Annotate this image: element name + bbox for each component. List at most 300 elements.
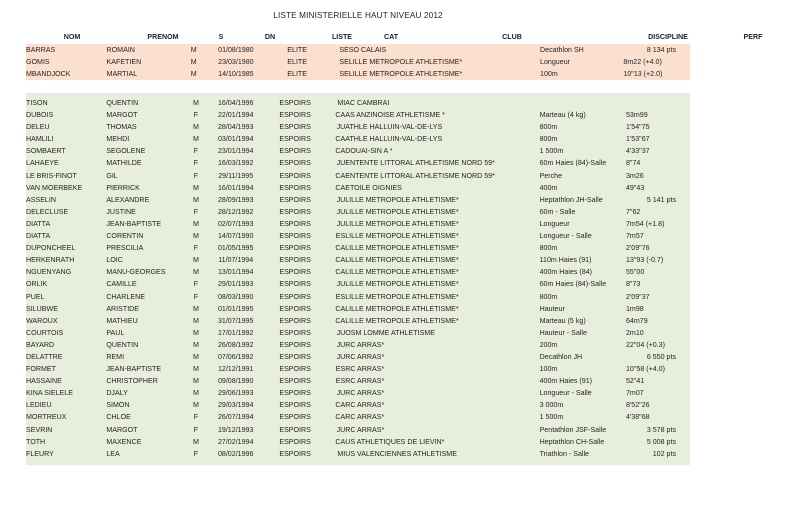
cell-liste: ESPOIRS [279, 389, 311, 398]
table-row [26, 133, 690, 145]
cell-s: M [192, 340, 199, 349]
cell-s: F [193, 207, 199, 216]
cell-s: F [193, 147, 199, 156]
cell-liste: ESPOIRS [279, 365, 311, 374]
cell-prenom: MAXENCE [106, 437, 142, 446]
cell-s: M [192, 135, 199, 144]
cell-liste: ESPOIRS [279, 304, 311, 313]
cell-s: M [192, 389, 199, 398]
cell-dn: 01/05/1995 [217, 244, 254, 253]
cell-cat: ES [335, 292, 346, 301]
cell-discipline: Triathlon - Salle [539, 449, 589, 458]
cell-perf: 8"73 [625, 280, 641, 289]
cell-club: RC ARRAS* [345, 352, 385, 361]
cell-cat: MI [337, 99, 346, 107]
cell-club: RC ARRAS* [345, 365, 385, 374]
cell-dn: 29/06/1993 [217, 389, 254, 398]
cell-prenom: LOIC [106, 256, 123, 265]
cell-liste: ESPOIRS [279, 219, 311, 228]
cell-club: RC ARRAS* [345, 389, 385, 398]
cell-discipline [540, 97, 626, 109]
cell-nom: HAMLILI [26, 135, 54, 144]
cell-s: F [193, 449, 199, 458]
table-row [26, 424, 690, 436]
cell-club: LILLE METROPOLE ATHLETISME* [345, 244, 459, 253]
cell-cat: ES [335, 377, 346, 386]
cell-prenom: DJALY [106, 389, 128, 398]
cell-cat: CA [335, 183, 346, 192]
cell-cat: CA [335, 437, 346, 446]
cell-club: LILLE METROPOLE ATHLETISME* [345, 292, 459, 301]
cell-s: F [193, 111, 199, 120]
cell-s: M [192, 99, 199, 107]
cell-perf: 5 141 pts [646, 195, 676, 204]
cell-discipline: Pentathlon JSF-Salle [539, 425, 607, 434]
table-row [26, 242, 690, 254]
cell-nom: DUBOIS [26, 111, 54, 120]
cell-prenom: ROMAIN [106, 46, 135, 54]
cell-liste: ESPOIRS [279, 437, 311, 446]
cell-liste: ESPOIRS [279, 449, 311, 458]
column-header-prenom: PRENOM [147, 33, 179, 41]
cell-prenom: CAMILLE [106, 280, 137, 289]
column-header-perf: PERF [743, 33, 763, 41]
cell-s: M [192, 352, 199, 361]
cell-discipline: Heptathlon JH-Salle [539, 195, 603, 204]
cell-s: M [192, 304, 199, 313]
cell-dn: 14/10/1985 [218, 70, 254, 79]
cell-cat: JU [336, 159, 346, 168]
cell-liste: ESPOIRS [279, 268, 311, 277]
cell-prenom: PRESCILIA [106, 244, 144, 253]
cell-prenom: GIL [106, 171, 118, 180]
cell-liste: ESPOIRS [279, 377, 311, 386]
cell-dn: 19/12/1993 [217, 425, 254, 434]
cell-club: LILLE METROPOLE ATHLETISME* [345, 280, 459, 289]
cell-dn: 02/07/1993 [217, 219, 254, 228]
cell-nom: DELEU [26, 123, 50, 132]
cell-nom: SEVRIN [26, 425, 53, 434]
cell-nom: TISON [26, 99, 48, 107]
cell-perf: 52"41 [625, 377, 645, 386]
cell-dn: 16/01/1994 [217, 183, 254, 192]
cell-s: M [190, 70, 197, 79]
cell-liste: ESPOIRS [279, 316, 311, 325]
cell-s: F [193, 413, 199, 422]
cell-club: DOUAI-SIN A * [345, 147, 393, 156]
cell-dn: 27/02/1994 [217, 437, 254, 446]
table-row [26, 266, 690, 278]
cell-perf: 5 008 pts [646, 437, 676, 446]
cell-perf: 2'09"76 [625, 244, 650, 253]
elite-section [26, 44, 690, 80]
cell-s: M [190, 46, 197, 54]
cell-dn: 28/12/1992 [217, 207, 254, 216]
cell-s: M [192, 377, 199, 386]
cell-club: AC CAMBRAI [345, 99, 390, 107]
table-row [26, 291, 690, 303]
cell-prenom: SEGOLENE [106, 147, 146, 156]
cell-s: M [192, 123, 199, 132]
cell-club: LILLE METROPOLE ATHLETISME* [345, 219, 459, 228]
column-header-s: S [218, 33, 224, 41]
cell-liste: ESPOIRS [279, 171, 311, 180]
cell-dn: 08/03/1990 [217, 292, 254, 301]
cell-prenom: SIMON [106, 401, 130, 410]
cell-discipline: 800m [539, 292, 558, 301]
cell-s: F [193, 244, 199, 253]
cell-prenom: MANU-GEORGES [106, 268, 166, 277]
cell-liste: ESPOIRS [279, 195, 311, 204]
cell-s: M [192, 437, 199, 446]
cell-club: LILLE METROPOLE ATHLETISME* [345, 207, 459, 216]
cell-perf: 102 pts [652, 449, 676, 458]
cell-nom: HASSAINE [26, 377, 62, 386]
cell-nom: TOTH [26, 437, 46, 446]
cell-perf: 1'53"67 [625, 135, 650, 144]
cell-club: LILLE METROPOLE ATHLETISME* [348, 70, 463, 79]
cell-cat: JU [336, 352, 346, 361]
cell-cat: JU [336, 219, 346, 228]
cell-cat: MI [337, 449, 346, 458]
cell-nom: DUPONCHEEL [26, 244, 76, 253]
cell-discipline: 100m [540, 70, 558, 79]
cell-discipline: 60m Haies (84)-Salle [539, 280, 607, 289]
cell-dn: 14/07/1990 [217, 232, 254, 241]
cell-liste: ESPOIRS [279, 244, 311, 253]
table-row [26, 97, 690, 109]
cell-cat: CA [335, 111, 346, 120]
cell-cat: JU [336, 340, 346, 349]
cell-club: AS ANZINOISE ATHLETISME * [345, 111, 445, 120]
table-row [26, 109, 690, 121]
cell-cat: JU [336, 280, 346, 289]
table-row [26, 44, 690, 56]
cell-perf: 8 134 pts [646, 46, 676, 54]
cell-discipline: 1 500m [539, 413, 564, 422]
cell-discipline: 1 500m [539, 147, 564, 156]
table-row [26, 339, 690, 351]
cell-perf: 22"04 (+0.3) [625, 340, 665, 349]
cell-s: F [193, 171, 199, 180]
cell-dn: 11/07/1994 [218, 256, 254, 265]
table-row [26, 399, 690, 411]
cell-discipline: 800m [539, 123, 558, 132]
cell-club: OSM LOMME ATHLETISME [345, 328, 435, 337]
cell-cat: ES [335, 365, 346, 374]
cell-dn: 29/01/1993 [217, 280, 254, 289]
cell-club: LILLE METROPOLE ATHLETISME* [345, 316, 459, 325]
cell-perf: 64m79 [625, 316, 648, 325]
cell-nom: ORLIK [26, 280, 48, 289]
header-row [26, 32, 790, 43]
cell-prenom: KAFETIEN [106, 58, 142, 67]
cell-liste: ESPOIRS [279, 183, 311, 192]
page-title: LISTE MINISTERIELLE HAUT NIVEAU 2012 [273, 11, 443, 20]
cell-cat: CA [335, 256, 346, 265]
cell-dn: 01/08/1980 [218, 46, 254, 54]
cell-nom: LEDIEU [26, 401, 52, 410]
cell-s: M [192, 328, 199, 337]
cell-prenom: MARTIAL [106, 70, 138, 79]
cell-dn: 08/02/1996 [217, 449, 254, 458]
cell-discipline: Hauteur [539, 304, 565, 313]
cell-club: LILLE METROPOLE ATHLETISME* [345, 256, 459, 265]
cell-prenom: JUSTINE [106, 207, 136, 216]
column-header-club: CLUB [502, 33, 522, 41]
cell-discipline: Longueur [539, 219, 570, 228]
cell-perf: 7m54 (+1.8) [625, 219, 665, 228]
table-row [26, 303, 690, 315]
cell-prenom: MARGOT [106, 111, 138, 120]
cell-perf: 4'38"68 [625, 413, 650, 422]
cell-prenom: CHARLENE [106, 292, 145, 301]
cell-nom: LE BRIS-FINOT [26, 171, 77, 180]
cell-discipline: 3 000m [539, 401, 564, 410]
cell-liste: ESPOIRS [279, 328, 311, 337]
cell-liste: ESPOIRS [279, 135, 311, 144]
cell-nom: DELECLUSE [26, 207, 69, 216]
cell-cat: CA [335, 244, 346, 253]
cell-perf: 13"93 (-0.7) [625, 256, 664, 265]
cell-club: LILLE METROPOLE ATHLETISME* [345, 268, 459, 277]
cell-discipline: 400m Haies (91) [539, 377, 593, 386]
cell-dn: 16/03/1992 [217, 159, 254, 168]
cell-dn: 26/08/1992 [217, 340, 254, 349]
cell-cat: CA [335, 268, 346, 277]
cell-liste: ESPOIRS [279, 147, 311, 156]
cell-perf: 8m22 (+4.0) [623, 58, 662, 67]
cell-club: LILLE METROPOLE ATHLETISME* [345, 195, 459, 204]
cell-dn: 28/04/1993 [217, 123, 254, 132]
cell-nom: BARRAS [26, 46, 56, 54]
cell-dn: 23/03/1980 [218, 58, 254, 67]
cell-prenom: QUENTIN [106, 340, 139, 349]
cell-discipline: Longueur [540, 58, 571, 67]
table-row [26, 68, 690, 80]
cell-perf: 8"74 [625, 159, 641, 168]
cell-discipline: Hauteur - Salle [539, 328, 587, 337]
cell-s: M [192, 316, 199, 325]
cell-prenom: CHRISTOPHER [106, 377, 158, 386]
table-row [26, 278, 690, 290]
table-row [26, 351, 690, 363]
cell-dn: 17/01/1992 [217, 328, 254, 337]
cell-prenom: MATHILDE [106, 159, 142, 168]
cell-cat: JU [336, 195, 346, 204]
cell-nom: DIATTA [26, 232, 51, 241]
table-row [26, 411, 690, 423]
table-row [26, 194, 690, 206]
cell-prenom: CHLOE [106, 413, 131, 422]
cell-perf: 1m98 [625, 304, 644, 313]
cell-perf: 6 550 pts [646, 352, 676, 361]
table-row [26, 363, 690, 375]
cell-discipline: Marteau (4 kg) [539, 111, 586, 120]
cell-club: ENTENTE LITTORAL ATHLETISME NORD 59* [345, 159, 495, 168]
cell-nom: FLEURY [26, 449, 54, 458]
table-row [26, 327, 690, 339]
cell-perf: 3m26 [625, 171, 644, 180]
cell-prenom: QUENTIN [106, 99, 139, 107]
cell-prenom: PIERRICK [106, 183, 140, 192]
table-row [26, 206, 690, 218]
table-row [26, 230, 690, 242]
cell-nom: LAHAEYE [26, 159, 59, 168]
cell-nom: SILUBWE [26, 304, 58, 313]
column-header-dn: DN [264, 33, 276, 41]
column-header-cat: CAT [383, 33, 399, 41]
cell-discipline: 800m [539, 244, 558, 253]
cell-nom: VAN MOERBEKE [26, 183, 83, 192]
cell-dn: 13/01/1994 [217, 268, 254, 277]
cell-s: M [192, 183, 199, 192]
cell-dn: 01/01/1995 [217, 304, 254, 313]
cell-club: ETOILE OIGNIES [345, 183, 402, 192]
cell-liste: ESPOIRS [279, 99, 311, 107]
table-row [26, 182, 690, 194]
cell-club: LILLE METROPOLE ATHLETISME* [345, 304, 459, 313]
cell-perf: 10"58 (+4.0) [625, 365, 665, 374]
cell-perf: 2'09"37 [625, 292, 650, 301]
cell-dn: 07/06/1992 [217, 352, 254, 361]
cell-cat: SE [339, 46, 349, 54]
cell-discipline: Longueur - Salle [539, 232, 592, 241]
cell-cat: CA [335, 316, 346, 325]
cell-perf: 1'54"75 [625, 123, 650, 132]
cell-cat: JU [336, 328, 346, 337]
cell-cat: CA [335, 135, 346, 144]
cell-nom: DELATTRE [26, 352, 63, 361]
cell-perf: 53m99 [625, 111, 648, 120]
cell-club: US ATHLETIQUES DE LIEVIN* [345, 437, 445, 446]
cell-dn: 09/08/1990 [217, 377, 254, 386]
cell-club: ATHLE HALLUIN-VAL-DE-LYS [345, 123, 443, 132]
cell-club: RC ARRAS* [345, 413, 385, 422]
cell-cat: SE [339, 58, 349, 67]
cell-discipline: Longueur - Salle [539, 389, 592, 398]
cell-s: F [193, 425, 199, 434]
cell-dn: 23/01/1994 [217, 147, 254, 156]
cell-cat: CA [335, 401, 346, 410]
cell-s: M [192, 365, 199, 374]
cell-cat: CA [335, 147, 346, 156]
table-row [26, 436, 690, 448]
cell-prenom: MEHDI [106, 135, 130, 144]
table-row [26, 145, 690, 157]
table-row [26, 157, 690, 169]
cell-liste: ESPOIRS [279, 352, 311, 361]
cell-perf: 4'33"37 [625, 147, 650, 156]
cell-s: M [192, 232, 199, 241]
cell-cat: ES [335, 232, 346, 241]
cell-prenom: JEAN-BAPTISTE [106, 219, 162, 228]
cell-liste: ELITE [287, 46, 307, 54]
table-row [26, 254, 690, 266]
cell-prenom: ALEXANDRE [106, 195, 150, 204]
cell-club: RC ARRAS* [345, 377, 385, 386]
cell-prenom: MATHIEU [106, 316, 138, 325]
cell-dn: 31/07/1995 [217, 316, 254, 325]
cell-club: LILLE METROPOLE ATHLETISME* [345, 232, 459, 241]
cell-discipline: 200m [539, 340, 558, 349]
cell-club: RC ARRAS* [345, 425, 385, 434]
cell-nom: BAYARD [26, 340, 55, 349]
cell-prenom: THOMAS [106, 123, 137, 132]
cell-s: F [193, 292, 199, 301]
cell-perf [626, 97, 690, 109]
column-header-nom: NOM [63, 33, 81, 41]
cell-nom: SOMBAERT [26, 147, 66, 156]
cell-perf: 10"13 (+2.0) [623, 70, 663, 79]
cell-s: F [193, 159, 199, 168]
cell-cat: JU [336, 389, 346, 398]
cell-discipline: Decathlon SH [540, 46, 584, 54]
cell-nom: FORMET [26, 365, 56, 374]
cell-s: M [190, 58, 197, 67]
cell-liste: ESPOIRS [279, 413, 311, 422]
cell-s: M [192, 219, 199, 228]
cell-s: F [193, 280, 199, 289]
cell-dn: 26/07/1994 [217, 413, 254, 422]
cell-perf: 49"43 [625, 183, 645, 192]
cell-perf: 7m57 [625, 232, 644, 241]
cell-nom: MBANDJOCK [26, 70, 71, 79]
cell-liste: ESPOIRS [279, 292, 311, 301]
cell-club: ATHLE HALLUIN-VAL-DE-LYS [345, 135, 443, 144]
cell-nom: PUEL [26, 292, 45, 301]
cell-perf: 55"00 [625, 268, 645, 277]
table-row [26, 56, 690, 68]
cell-club: LILLE METROPOLE ATHLETISME* [348, 58, 463, 67]
elite-table [26, 44, 690, 80]
cell-perf: 3 578 pts [646, 425, 676, 434]
cell-nom: WAROUX [26, 316, 58, 325]
cell-dn: 03/01/1994 [217, 135, 254, 144]
cell-nom: COURTOIS [26, 328, 64, 337]
column-header-discipline: DISCIPLINE [648, 33, 688, 41]
cell-liste: ESPOIRS [279, 123, 311, 132]
cell-discipline: 400m [539, 183, 558, 192]
cell-liste: ESPOIRS [279, 232, 311, 241]
cell-discipline: Marteau (5 kg) [539, 316, 586, 325]
cell-prenom: PAUL [106, 328, 125, 337]
table-row [26, 387, 690, 399]
cell-liste: ESPOIRS [279, 425, 311, 434]
espoirs-table [26, 97, 690, 460]
cell-discipline: 60m Haies (84)-Salle [539, 159, 607, 168]
cell-cat: CA [335, 413, 346, 422]
cell-cat: JU [336, 123, 346, 132]
cell-cat: SE [339, 70, 349, 79]
cell-club: RC ARRAS* [345, 401, 385, 410]
column-header-liste: LISTE [331, 33, 353, 41]
cell-club: ENTENTE LITTORAL ATHLETISME NORD 59* [345, 171, 495, 180]
cell-discipline: 400m Haies (84) [539, 268, 593, 277]
espoirs-section [26, 93, 690, 465]
cell-s: M [192, 256, 199, 265]
table-row [26, 170, 690, 182]
cell-nom: NGUENYANG [26, 268, 72, 277]
cell-dn: 28/09/1993 [217, 195, 254, 204]
cell-nom: MORTREUX [26, 413, 67, 422]
cell-nom: KINA SIELELE [26, 389, 73, 398]
cell-perf: 8'52"26 [625, 401, 650, 410]
cell-prenom: JEAN-BAPTISTE [106, 365, 162, 374]
cell-s: M [192, 268, 199, 277]
cell-discipline: Decathlon JH [539, 352, 583, 361]
table-row [26, 448, 690, 460]
